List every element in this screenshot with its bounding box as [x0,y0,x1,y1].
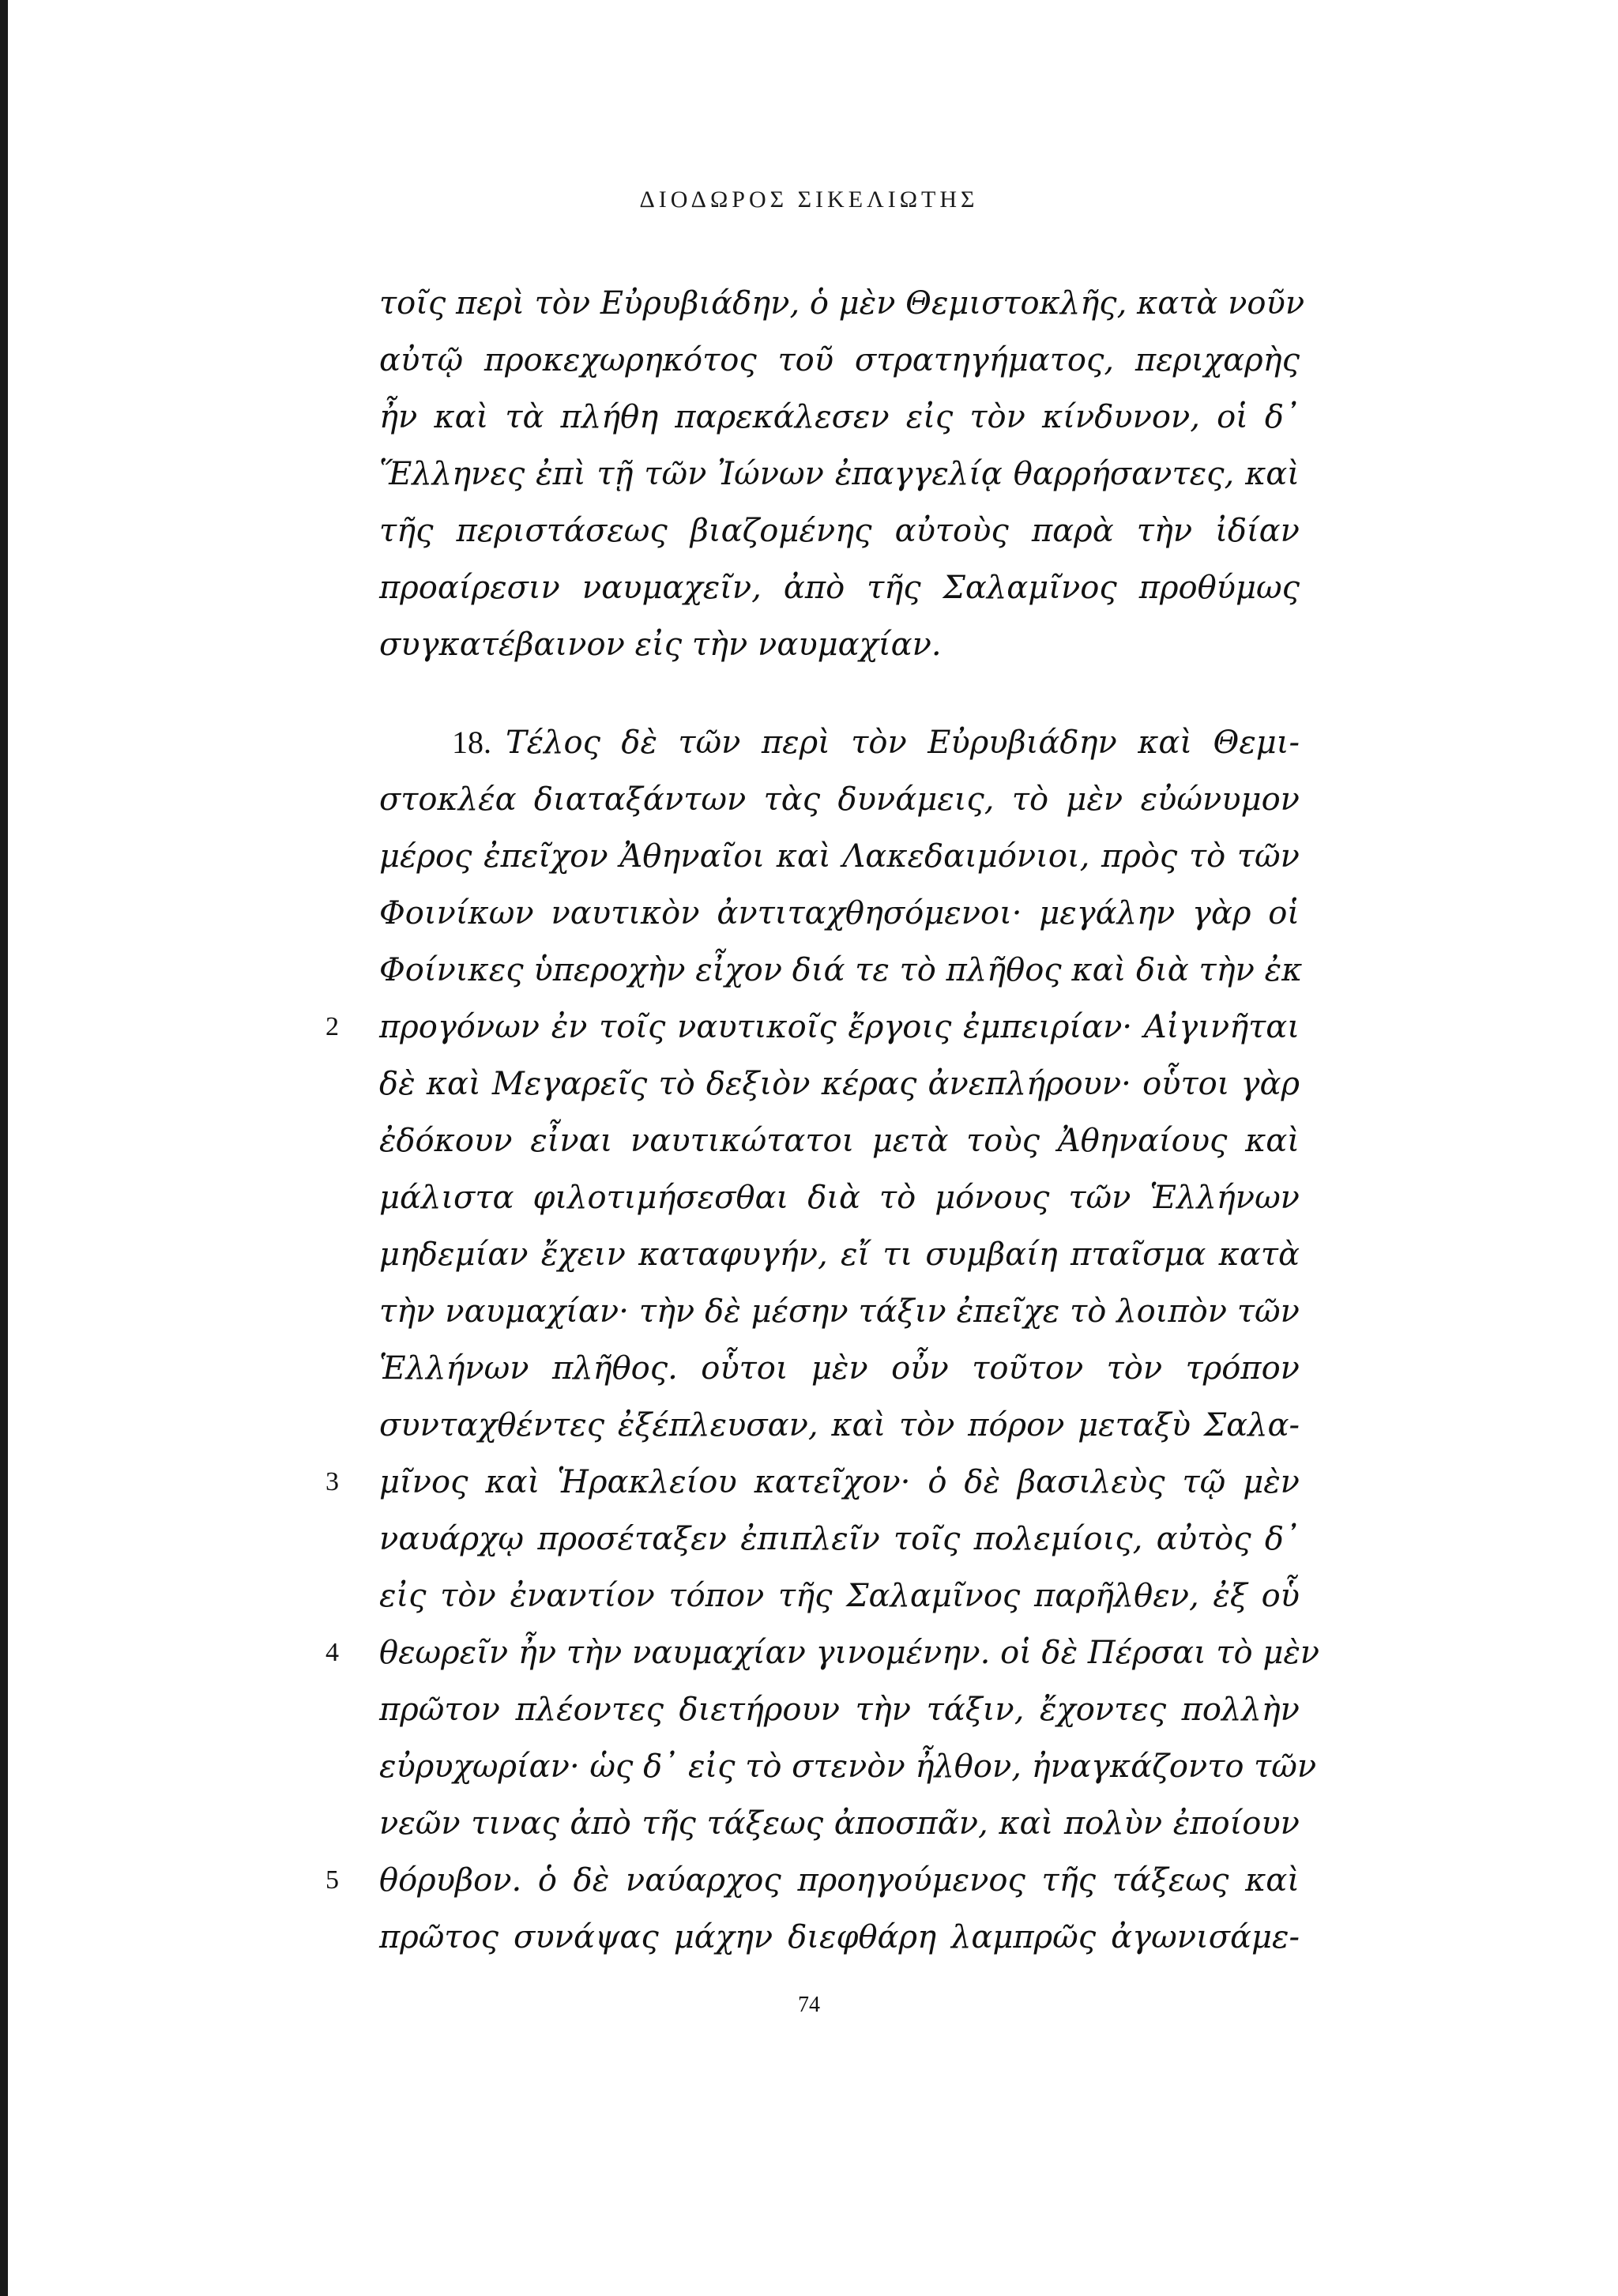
text-line: συγκατέβαινον εἰς τὴν ναυμαχίαν. [379,627,942,663]
scan-edge [0,0,8,2296]
text-line: τῆς περιστάσεως βιαζομένης αὐτοὺς παρὰ τὴν ἰδίαν [379,513,1300,549]
text-line: αὐτῷ προκεχωρηκότος τοῦ στρατηγήματος, περιχαρὴς [379,342,1300,378]
text-line: πρῶτος συνάψας μάχην διεφθάρη λαμπρῶς ἀγωνισάμε- [379,1919,1300,1955]
text-line: μέρος ἐπεῖχον Ἀθηναῖοι καὶ Λακεδαιμόνιοι, πρὸς τὸ τῶν [379,838,1300,875]
text-line: Ἕλληνες ἐπὶ τῇ τῶν Ἰώνων ἐπαγγελίᾳ θαρρήσαντες, καὶ [379,456,1300,492]
text-line: στοκλέα διαταξάντων τὰς δυνάμεις, τὸ μὲν εὐώνυμον [379,781,1300,818]
chapter-number: 18. [452,725,491,760]
text-line: Ἑλλήνων πλῆθος. οὗτοι μὲν οὖν τοῦτον τὸν τρόπον [379,1350,1300,1387]
margin-section-number: 3 [325,1467,339,1496]
text-line: Φοίνικες ὑπεροχὴν εἶχον διά τε τὸ πλῆθος καὶ διὰ τὴν ἐκ [379,952,1303,988]
text-line: ἐδόκουν εἶναι ναυτικώτατοι μετὰ τοὺς Ἀθηναίους καὶ [379,1123,1300,1159]
text-line: ναυάρχῳ προσέταξεν ἐπιπλεῖν τοῖς πολεμίοις, αὐτὸς δ᾽ [379,1521,1300,1557]
text-line: εὐρυχωρίαν· ὡς δ᾽ εἰς τὸ στενὸν ἦλθον, ἠναγκάζοντο τῶν [379,1748,1317,1785]
page-number: 74 [798,1993,820,2017]
margin-section-number: 4 [325,1638,339,1667]
text-line: πρῶτον πλέοντες διετήρουν τὴν τάξιν, ἔχοντες πολλὴν [379,1692,1300,1728]
text-line: μῖνος καὶ Ἡρακλείου κατεῖχον· ὁ δὲ βασιλεὺς τῷ μὲν [379,1464,1300,1500]
chapter-first-line [452,721,1300,765]
text-line: μάλιστα φιλοτιμήσεσθαι διὰ τὸ μόνους τῶν Ἑλλήνων [379,1180,1300,1216]
text-line: Φοινίκων ναυτικὸν ἀντιταχθησόμενοι· μεγάλην γὰρ οἱ [379,895,1300,932]
text-line: προαίρεσιν ναυμαχεῖν, ἀπὸ τῆς Σαλαμῖνος προθύμως [379,570,1300,606]
text-line: ἦν καὶ τὰ πλήθη παρεκάλεσεν εἰς τὸν κίνδυνον, οἱ δ᾽ [379,399,1300,435]
text-line: προγόνων ἐν τοῖς ναυτικοῖς ἔργοις ἐμπειρίαν· Αἰγινῆται [379,1009,1300,1045]
text-line: μηδεμίαν ἔχειν καταφυγήν, εἴ τι συμβαίη πταῖσμα κατὰ [379,1236,1300,1273]
text-line: δὲ καὶ Μεγαρεῖς τὸ δεξιὸν κέρας ἀνεπλήρουν· οὗτοι γὰρ [379,1066,1300,1102]
text-line: θόρυβον. ὁ δὲ ναύαρχος προηγούμενος τῆς τάξεως καὶ [379,1862,1300,1899]
text-line: Τέλος δὲ τῶν περὶ τὸν Εὐρυβιάδην καὶ Θεμι- [506,725,1300,761]
text-line: συνταχθέντες ἐξέπλευσαν, καὶ τὸν πόρον μεταξὺ Σαλα- [379,1407,1300,1443]
margin-section-number: 5 [325,1865,339,1895]
text-line: τὴν ναυμαχίαν· τὴν δὲ μέσην τάξιν ἐπεῖχε τὸ λοιπὸν τῶν [379,1293,1300,1330]
text-line: νεῶν τινας ἀπὸ τῆς τάξεως ἀποσπᾶν, καὶ πολὺν ἐποίουν [379,1805,1300,1842]
running-head: ΔΙΟΔΩΡΟΣ ΣΙΚΕΛΙΩΤΗΣ [639,186,979,213]
text-line: εἰς τὸν ἐναντίον τόπον τῆς Σαλαμῖνος παρῆλθεν, ἐξ οὗ [379,1578,1300,1614]
text-line: θεωρεῖν ἦν τὴν ναυμαχίαν γινομένην. οἱ δὲ Πέρσαι τὸ μὲν [379,1635,1320,1671]
text-line: τοῖς περὶ τὸν Εὐρυβιάδην, ὁ μὲν Θεμιστοκλῆς, κατὰ νοῦν [379,285,1305,322]
margin-section-number: 2 [325,1012,339,1041]
